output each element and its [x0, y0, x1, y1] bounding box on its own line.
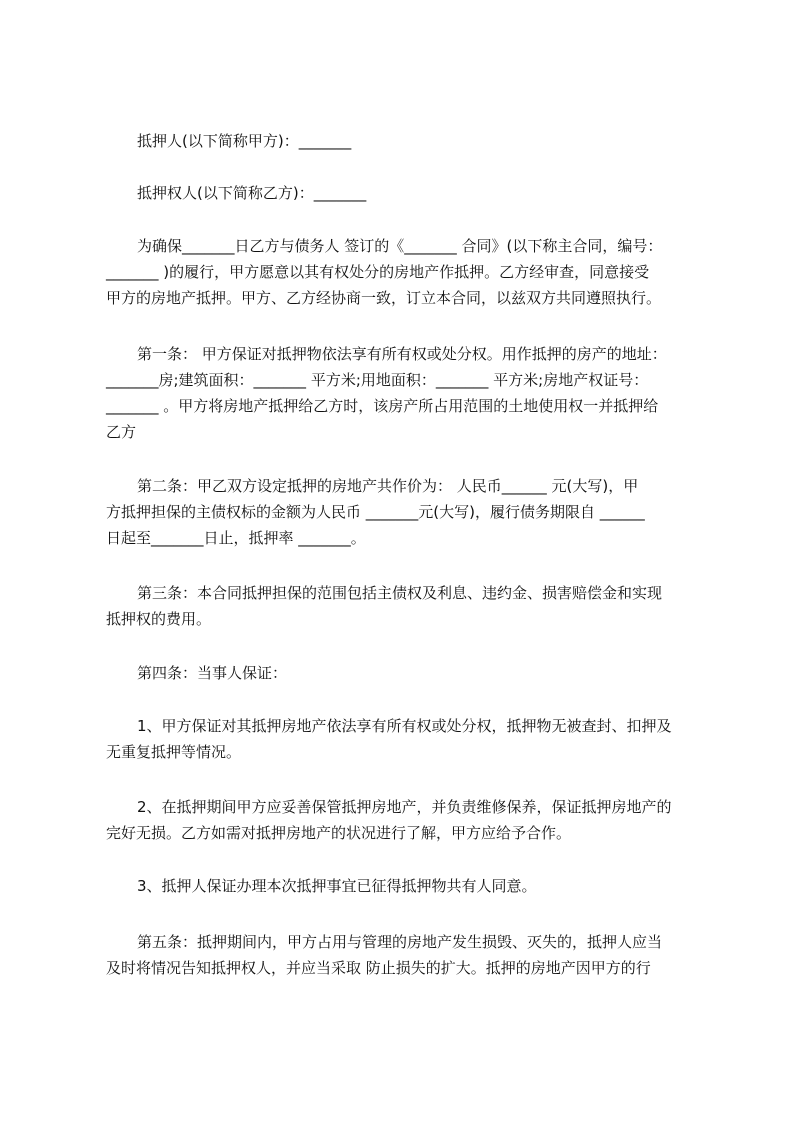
- text-line: 方抵押担保的主债权标的金额为人民币 _______元(大写)，履行债务期限自 ______: [106, 503, 645, 521]
- article-5-paragraph: [106, 929, 706, 981]
- text-line: 甲方的房地产抵押。甲方、乙方经协商一致，订立本合同，以兹双方共同遵照执行。: [106, 289, 662, 307]
- article-4-item-2: [106, 794, 706, 846]
- text-line: 第三条：本合同抵押担保的范围包括主债权及利息、违约金、损害赔偿金和实现: [137, 584, 663, 602]
- article-4-heading: [106, 660, 706, 686]
- text-line: 3、抵押人保证办理本次抵押事宜已征得抵押物共有人同意。: [137, 877, 537, 895]
- article-3-paragraph: [106, 580, 706, 632]
- text-line: 抵押权的费用。: [106, 610, 212, 628]
- text-line: _______ 。甲方将房地产抵押给乙方时，该房产所占用范围的土地使用权一并抵押给: [106, 397, 659, 415]
- text-line: 1、甲方保证对其抵押房地产依法享有所有权或处分权，抵押物无被查封、扣押及: [137, 717, 672, 735]
- text-line: 日起至_______日止，抵押率 _______。: [106, 529, 366, 547]
- article-1-paragraph: [106, 341, 706, 445]
- mortgagee-line: [106, 180, 706, 206]
- text-line: _______房;建筑面积：_______ 平方米;用地面积：_______ 平方米;房地产权证号：: [106, 371, 649, 389]
- article-4-item-1: [106, 713, 706, 765]
- text-line: 乙方: [106, 423, 137, 441]
- article-2-paragraph: [106, 473, 706, 551]
- text-line: 抵押权人(以下简称乙方)：_______: [137, 184, 367, 202]
- text-line: 2、在抵押期间甲方应妥善保管抵押房地产，并负责维修保养，保证抵押房地产的: [137, 798, 672, 816]
- text-line: 第四条：当事人保证：: [137, 664, 288, 682]
- text-line: 无重复抵押等情况。: [106, 743, 242, 761]
- text-line: _______ )的履行，甲方愿意以其有权处分的房地产作抵押。乙方经审查，同意接受: [106, 263, 650, 281]
- text-line: 抵押人(以下简称甲方)：_______: [137, 132, 352, 150]
- text-line: 第一条： 甲方保证对抵押物依法享有所有权或处分权。用作抵押的房产的地址：: [137, 345, 667, 363]
- text-line: 及时将情况告知抵押权人，并应当采取 防止损失的扩大。抵押的房地产因甲方的行: [106, 959, 651, 977]
- text-line: 完好无损。乙方如需对抵押房地产的状况进行了解，甲方应给予合作。: [106, 824, 572, 842]
- text-line: 为确保_______日乙方与债务人 签订的《_______ 合同》(以下称主合同，编号：: [137, 237, 663, 255]
- article-4-item-3: [106, 873, 706, 899]
- text-line: 第二条：甲乙双方设定抵押的房地产共作价为： 人民币______ 元(大写)，甲: [137, 477, 639, 495]
- text-line: 第五条：抵押期间内，甲方占用与管理的房地产发生损毁、灭失的，抵押人应当: [137, 933, 663, 951]
- mortgagor-line: [106, 128, 706, 154]
- preamble-paragraph: [106, 233, 706, 311]
